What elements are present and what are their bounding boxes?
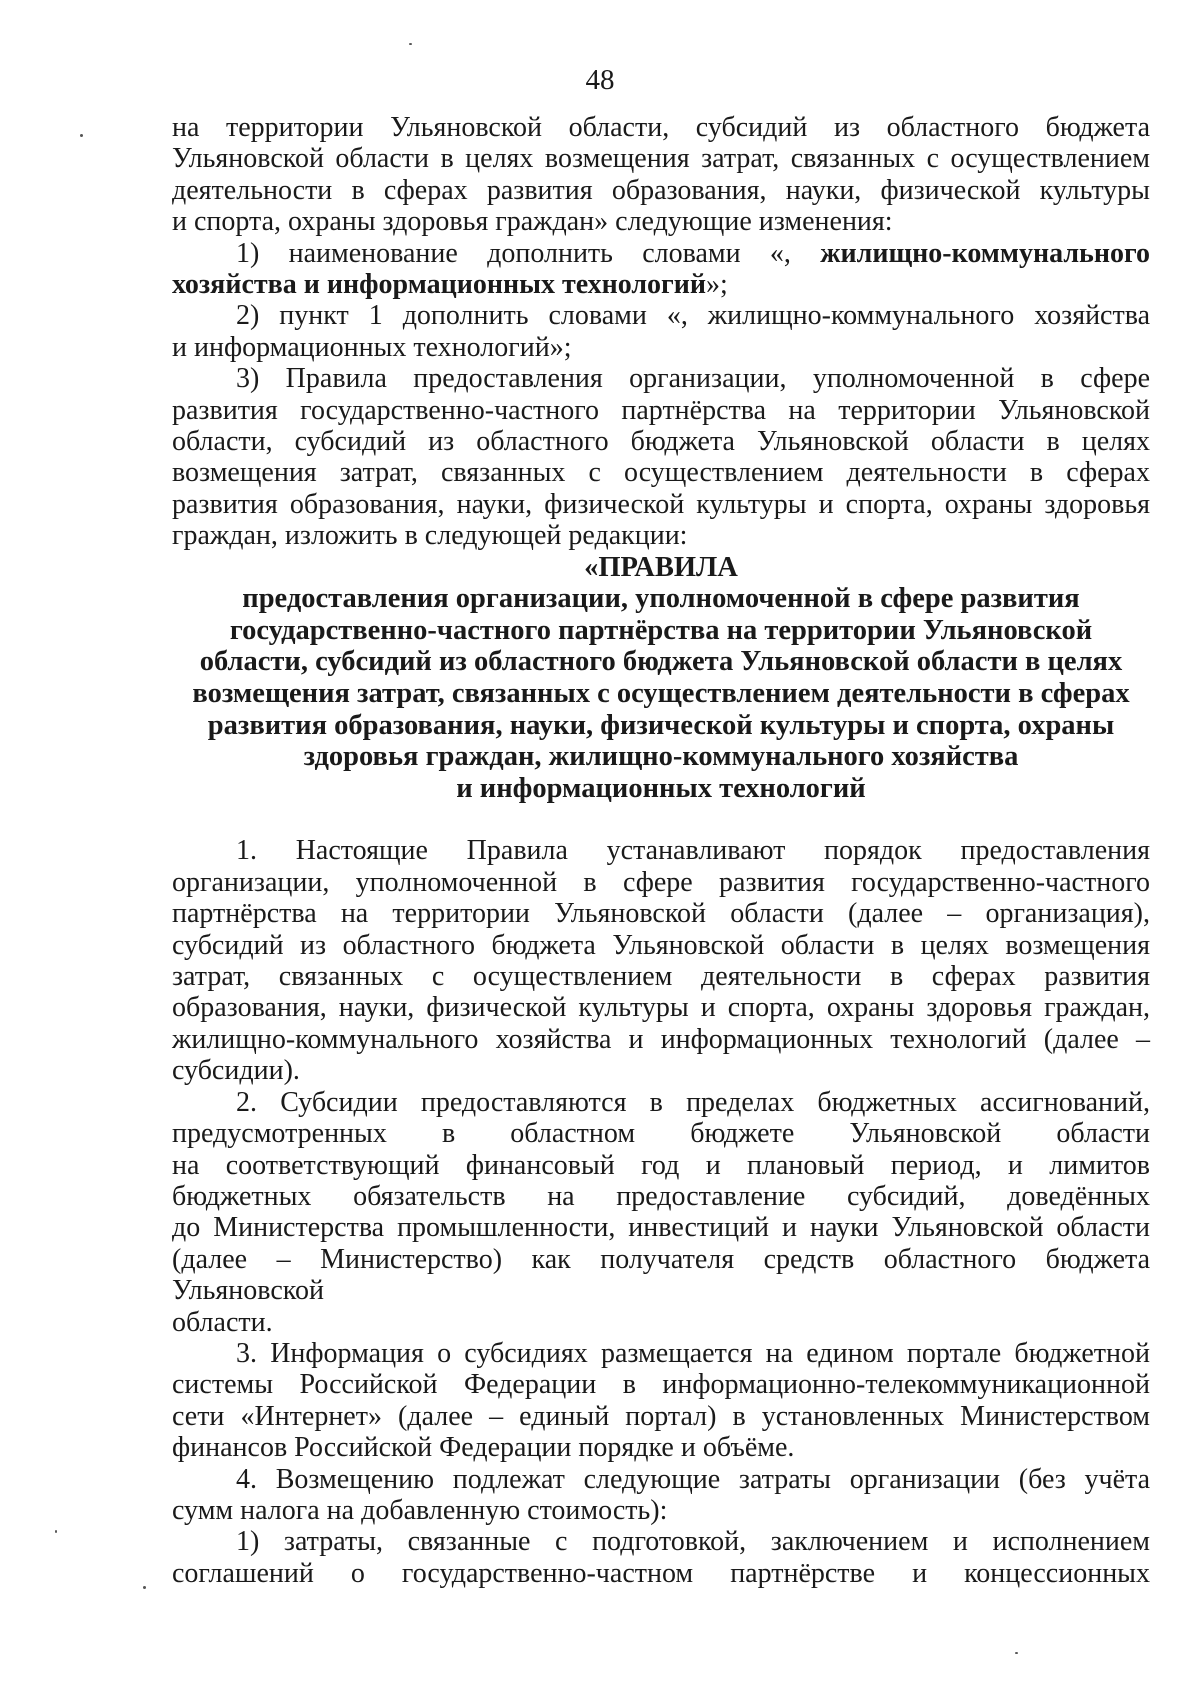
text-run: 3. Информация о субсидиях размещается на едином портале бюджетной (236, 1337, 1150, 1369)
text-run: образования, науки, физической культуры и спорта, охраны здоровья граждан, (172, 992, 1150, 1024)
text-run: развития государственно-частного партнёрства на территории Ульяновской (172, 394, 1150, 426)
rules-title-line (172, 552, 1150, 584)
text-line (172, 1307, 1150, 1338)
text-run: на соответствующий финансовый год и плановый период, и лимитов (172, 1149, 1150, 1181)
text-line (172, 1526, 1150, 1557)
text-run: и информационных технологий (456, 772, 866, 804)
text-run: области, субсидий из областного бюджета Ульяновской области в целях (199, 646, 1123, 678)
text-run: бюджетных обязательств на предоставление субсидий, доведённых (172, 1180, 1150, 1212)
text-run: государственно-частного партнёрства на территории Ульяновской (229, 614, 1093, 646)
text-run: на территории Ульяновской области, субсидий из областного бюджета (172, 112, 1150, 143)
bold-text-run: жилищно-коммунального (820, 237, 1150, 269)
text-run: здоровья граждан, жилищно-коммунального хозяйства (303, 741, 1019, 773)
text-line (172, 489, 1150, 520)
text-run: развития образования, науки, физической культуры и спорта, охраны здоровья (172, 488, 1150, 520)
rules-title-line (172, 678, 1150, 710)
text-run: возмещения затрат, связанных с осуществлением деятельности в сферах (172, 457, 1150, 489)
text-run: области, субсидий из областного бюджета Ульяновской области в целях (172, 426, 1150, 458)
scan-speck (80, 134, 83, 137)
text-run: предусмотренных в областном бюджете Ульяновской области (172, 1118, 1150, 1150)
text-line (172, 363, 1150, 394)
text-line (172, 1118, 1150, 1149)
text-run: финансов Российской Федерации порядке и объёме. (172, 1432, 795, 1464)
text-line (172, 457, 1150, 488)
text-line (172, 961, 1150, 992)
text-line (172, 1244, 1150, 1307)
text-line (172, 1087, 1150, 1118)
text-run: «ПРАВИЛА (584, 551, 738, 583)
text-run: »; (706, 269, 728, 301)
text-line (172, 300, 1150, 331)
text-line (172, 1212, 1150, 1243)
text-run: 2. Субсидии предоставляются в пределах бюджетных ассигнований, (236, 1086, 1150, 1118)
text-line (172, 206, 1150, 237)
text-run: жилищно-коммунального хозяйства и информационных технологий (далее – (172, 1023, 1150, 1055)
scan-speck (409, 43, 412, 45)
text-line (172, 1401, 1150, 1432)
text-run: партнёрства на территории Ульяновской области (далее – организация), (172, 898, 1150, 930)
text-run: 1) наименование дополнить словами «, (236, 237, 821, 269)
rules-title-line (172, 710, 1150, 742)
rules-title-line (172, 741, 1150, 773)
rules-title-line (172, 646, 1150, 678)
text-run: области. (172, 1306, 273, 1338)
text-run: деятельности в сферах развития образования, науки, физической культуры (172, 174, 1150, 206)
text-run: субсидий из областного бюджета Ульяновской области в целях возмещения (172, 929, 1150, 961)
text-line (172, 1464, 1150, 1495)
text-line (172, 1495, 1150, 1526)
text-run: затрат, связанных с осуществлением деятельности в сферах развития (172, 961, 1150, 993)
text-run: Ульяновской области в целях возмещения затрат, связанных с осуществлением (172, 143, 1150, 175)
text-run: и информационных технологий»; (172, 331, 572, 363)
text-run: и спорта, охраны здоровья граждан» следующие изменения: (172, 206, 893, 238)
text-line (172, 1024, 1150, 1055)
page-number: 48 (585, 64, 615, 96)
text-line (172, 238, 1150, 269)
text-line (172, 1055, 1150, 1086)
text-run: до Министерства промышленности, инвестиций и науки Ульяновской области (172, 1212, 1150, 1244)
scan-speck (143, 1586, 146, 1589)
text-line (172, 1181, 1150, 1212)
text-run: предоставления организации, уполномоченной в сфере развития (242, 583, 1080, 615)
text-line (172, 1369, 1150, 1400)
rules-title-line (172, 615, 1150, 647)
text-run: соглашений о государственно-частном партнёрстве и концессионных (172, 1557, 1150, 1589)
scan-speck (1015, 1652, 1018, 1654)
text-run: 4. Возмещению подлежат следующие затраты организации (без учёта (236, 1463, 1150, 1495)
document-body (172, 112, 1150, 1589)
text-line (172, 332, 1150, 363)
text-run: 2) пункт 1 дополнить словами «, жилищно-коммунального хозяйства (236, 300, 1150, 332)
text-run: 1) затраты, связанные с подготовкой, заключением и исполнением (236, 1526, 1150, 1558)
scan-speck (55, 1530, 57, 1533)
text-run: (далее – Министерство) как получателя средств областного бюджета Ульяновской (172, 1243, 1150, 1307)
text-line (172, 1432, 1150, 1463)
text-run: развития образования, науки, физической культуры и спорта, охраны (207, 709, 1115, 741)
text-line (172, 395, 1150, 426)
text-run: сумм налога на добавленную стоимость): (172, 1494, 668, 1526)
text-run: организации, уполномоченной в сфере развития государственно-частного (172, 866, 1150, 898)
text-line (172, 1558, 1150, 1589)
bold-text-run: хозяйства и информационных технологий (172, 269, 707, 301)
text-line (172, 930, 1150, 961)
text-line (172, 269, 1150, 300)
text-run: сети «Интернет» (далее – единый портал) в установленных Министерством (172, 1400, 1150, 1432)
text-run: системы Российской Федерации в информационно-телекоммуникационной (172, 1369, 1150, 1401)
text-run: граждан, изложить в следующей редакции: (172, 520, 688, 552)
text-line (172, 898, 1150, 929)
text-line (172, 175, 1150, 206)
rules-title-line (172, 583, 1150, 615)
text-run: 1. Настоящие Правила устанавливают порядок предоставления (236, 835, 1150, 867)
text-line (172, 867, 1150, 898)
text-line (172, 520, 1150, 551)
text-run: субсидии). (172, 1055, 300, 1087)
text-line (172, 992, 1150, 1023)
text-line (172, 426, 1150, 457)
text-line (172, 835, 1150, 866)
text-run: 3) Правила предоставления организации, уполномоченной в сфере (236, 363, 1150, 395)
text-line (172, 1338, 1150, 1369)
text-line (172, 1150, 1150, 1181)
text-line (172, 143, 1150, 174)
text-run: возмещения затрат, связанных с осуществлением деятельности в сферах (192, 678, 1130, 710)
blank-line (172, 804, 1150, 835)
text-line (172, 112, 1150, 143)
rules-title-line (172, 773, 1150, 805)
